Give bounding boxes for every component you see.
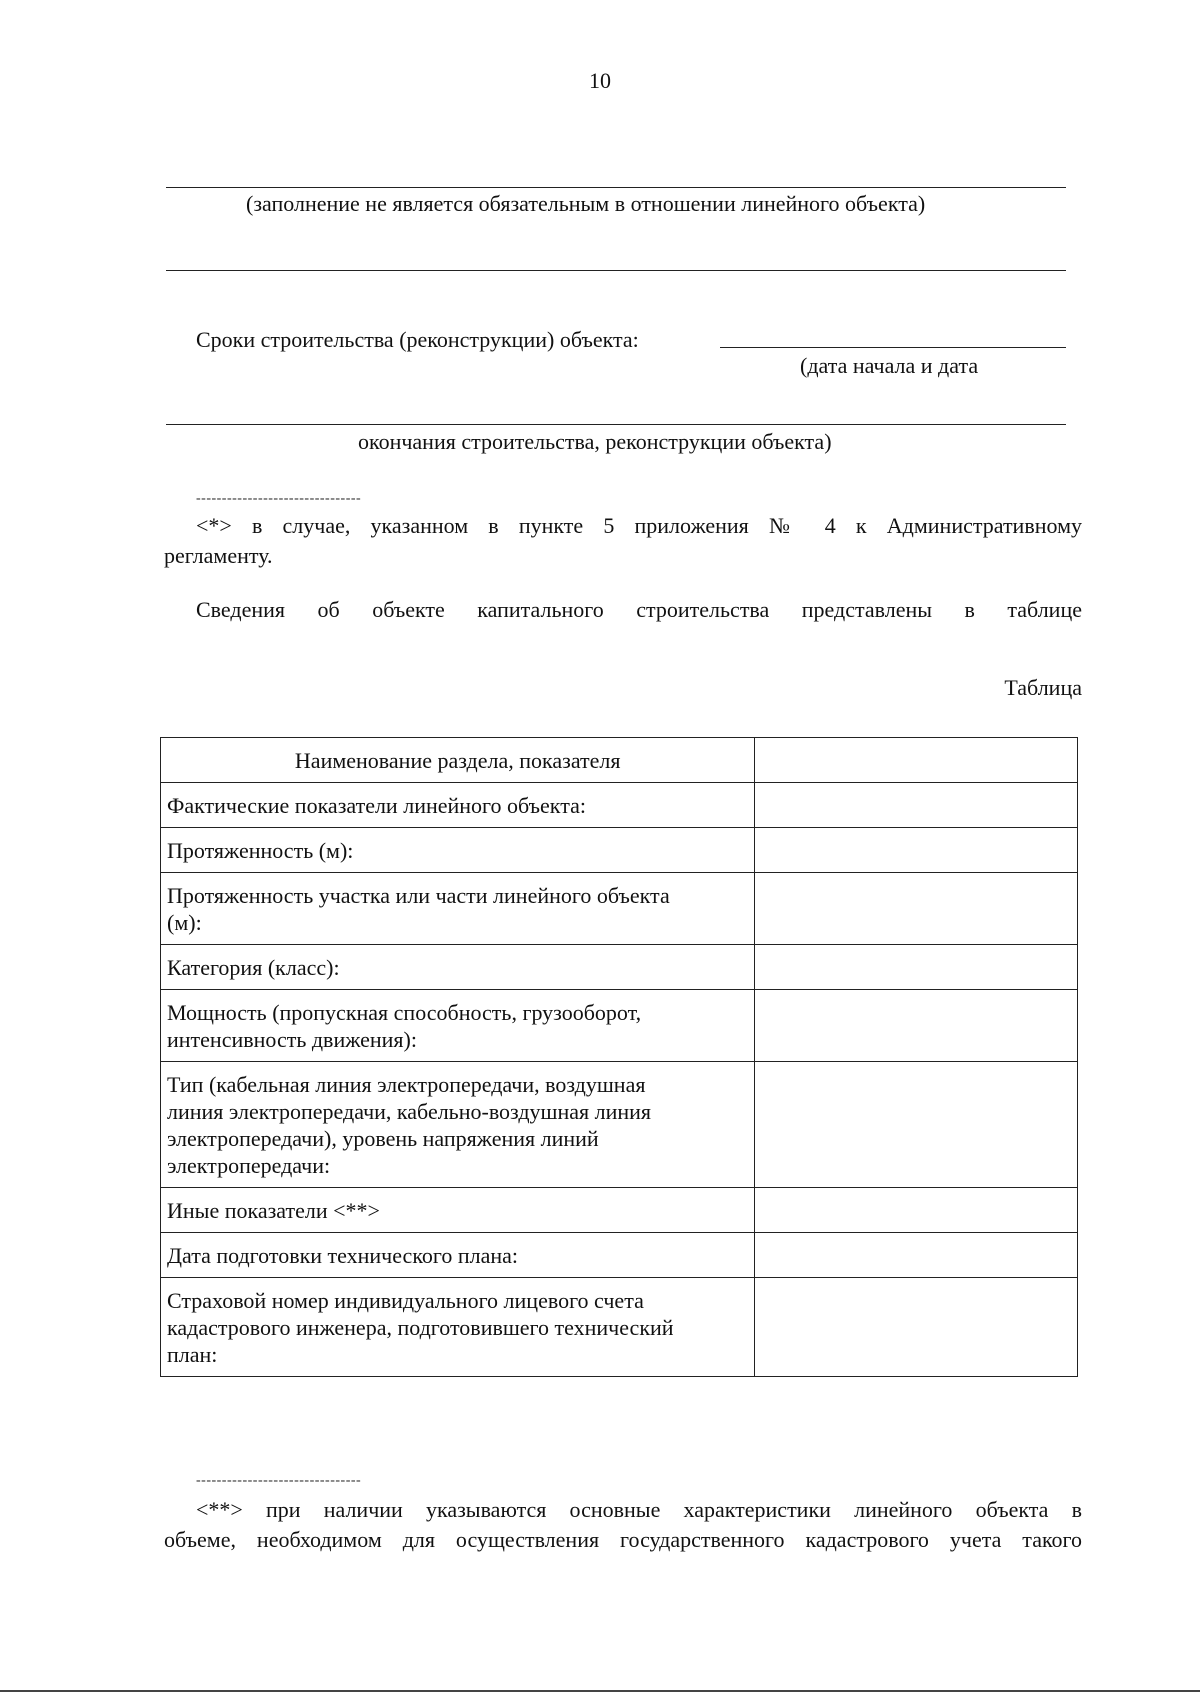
table-header-row	[161, 738, 1078, 783]
table-indicator-text: Протяженность (м):	[167, 838, 354, 863]
table-row	[161, 828, 1078, 873]
table-indicator-text: Фактические показатели линейного объекта:	[167, 793, 586, 818]
blank-line-2	[166, 270, 1066, 271]
table-indicator-cell	[161, 990, 755, 1062]
table-indicator-text: Тип (кабельная линия электропередачи, воздушная	[167, 1072, 646, 1097]
table-value-cell	[755, 783, 1078, 828]
construction-period-label: Сроки строительства (реконструкции) объекта:	[196, 327, 639, 352]
table-indicator-cell	[161, 828, 755, 873]
table-indicator-text: план:	[167, 1342, 218, 1367]
footnote-separator-2: --------------------------------	[196, 1474, 362, 1488]
table-row	[161, 783, 1078, 828]
footnote-1-line-2: регламенту.	[164, 543, 273, 568]
table-row	[161, 873, 1078, 945]
table-header-cell: Наименование раздела, показателя	[161, 738, 755, 783]
table-indicator-text: линия электропередачи, кабельно-воздушная линия	[167, 1099, 652, 1124]
table-value-cell	[755, 945, 1078, 990]
construction-period-field	[720, 347, 1066, 348]
table-value-cell	[755, 1233, 1078, 1278]
table-value-cell	[755, 873, 1078, 945]
table-row	[161, 990, 1078, 1062]
table-indicator-cell	[161, 1233, 755, 1278]
table-indicator-text: интенсивность движения):	[167, 1027, 417, 1052]
footnote-2-line-2: объеме, необходимом для осуществления государственного кадастрового учета такого	[164, 1527, 1082, 1552]
footnote-separator-1: --------------------------------	[196, 492, 362, 506]
table-indicator-text: Категория (класс):	[167, 955, 340, 980]
table-indicator-text: Страховой номер индивидуального лицевого счета	[167, 1288, 644, 1313]
footnote-1-line-1: <*> в случае, указанном в пункте 5 приложения № 4 к Административному	[196, 513, 1082, 538]
blank-line-3	[166, 424, 1066, 425]
table-indicator-cell	[161, 1062, 755, 1188]
table-indicator-cell	[161, 873, 755, 945]
table-indicator-cell	[161, 783, 755, 828]
table-value-cell	[755, 1278, 1078, 1377]
table-indicator-text: (м):	[167, 910, 202, 935]
table-value-cell	[755, 828, 1078, 873]
table-value-cell	[755, 1188, 1078, 1233]
construction-period-hint-end: окончания строительства, реконструкции объекта)	[358, 429, 832, 454]
footnote-2-line-1: <**> при наличии указываются основные характеристики линейного объекта в	[196, 1497, 1082, 1522]
table-value-cell	[755, 1062, 1078, 1188]
page-number: 10	[589, 68, 611, 93]
table-row	[161, 1188, 1078, 1233]
note-optional-linear: (заполнение не является обязательным в отношении линейного объекта)	[246, 191, 926, 216]
table-indicator-cell	[161, 945, 755, 990]
construction-period-hint-start: (дата начала и дата	[800, 353, 979, 378]
page-bottom-edge	[0, 1690, 1200, 1692]
blank-line-1	[166, 187, 1066, 188]
table-indicator-text: Дата подготовки технического плана:	[167, 1243, 519, 1268]
table-indicator-cell	[161, 1278, 755, 1377]
table-row	[161, 945, 1078, 990]
table-indicator-text: электропередачи:	[167, 1153, 331, 1178]
table-indicator-text: кадастрового инженера, подготовившего технический	[167, 1315, 674, 1340]
table-indicator-text: Иные показатели <**>	[167, 1198, 380, 1223]
table-value-cell	[755, 990, 1078, 1062]
table-indicator-text: Мощность (пропускная способность, грузооборот,	[167, 1000, 642, 1025]
table-row	[161, 1233, 1078, 1278]
table-row	[161, 1278, 1078, 1377]
intro-text: Сведения об объекте капитального строительства представлены в таблице	[196, 597, 1082, 622]
table-indicator-text: электропередачи), уровень напряжения линий	[167, 1126, 599, 1151]
table-value-cell	[755, 738, 1078, 783]
table-row	[161, 1062, 1078, 1188]
table-indicator-cell	[161, 1188, 755, 1233]
table-indicator-text: Протяженность участка или части линейного объекта	[167, 883, 670, 908]
table-caption: Таблица	[1004, 675, 1082, 700]
indicators-table	[160, 737, 1078, 1377]
